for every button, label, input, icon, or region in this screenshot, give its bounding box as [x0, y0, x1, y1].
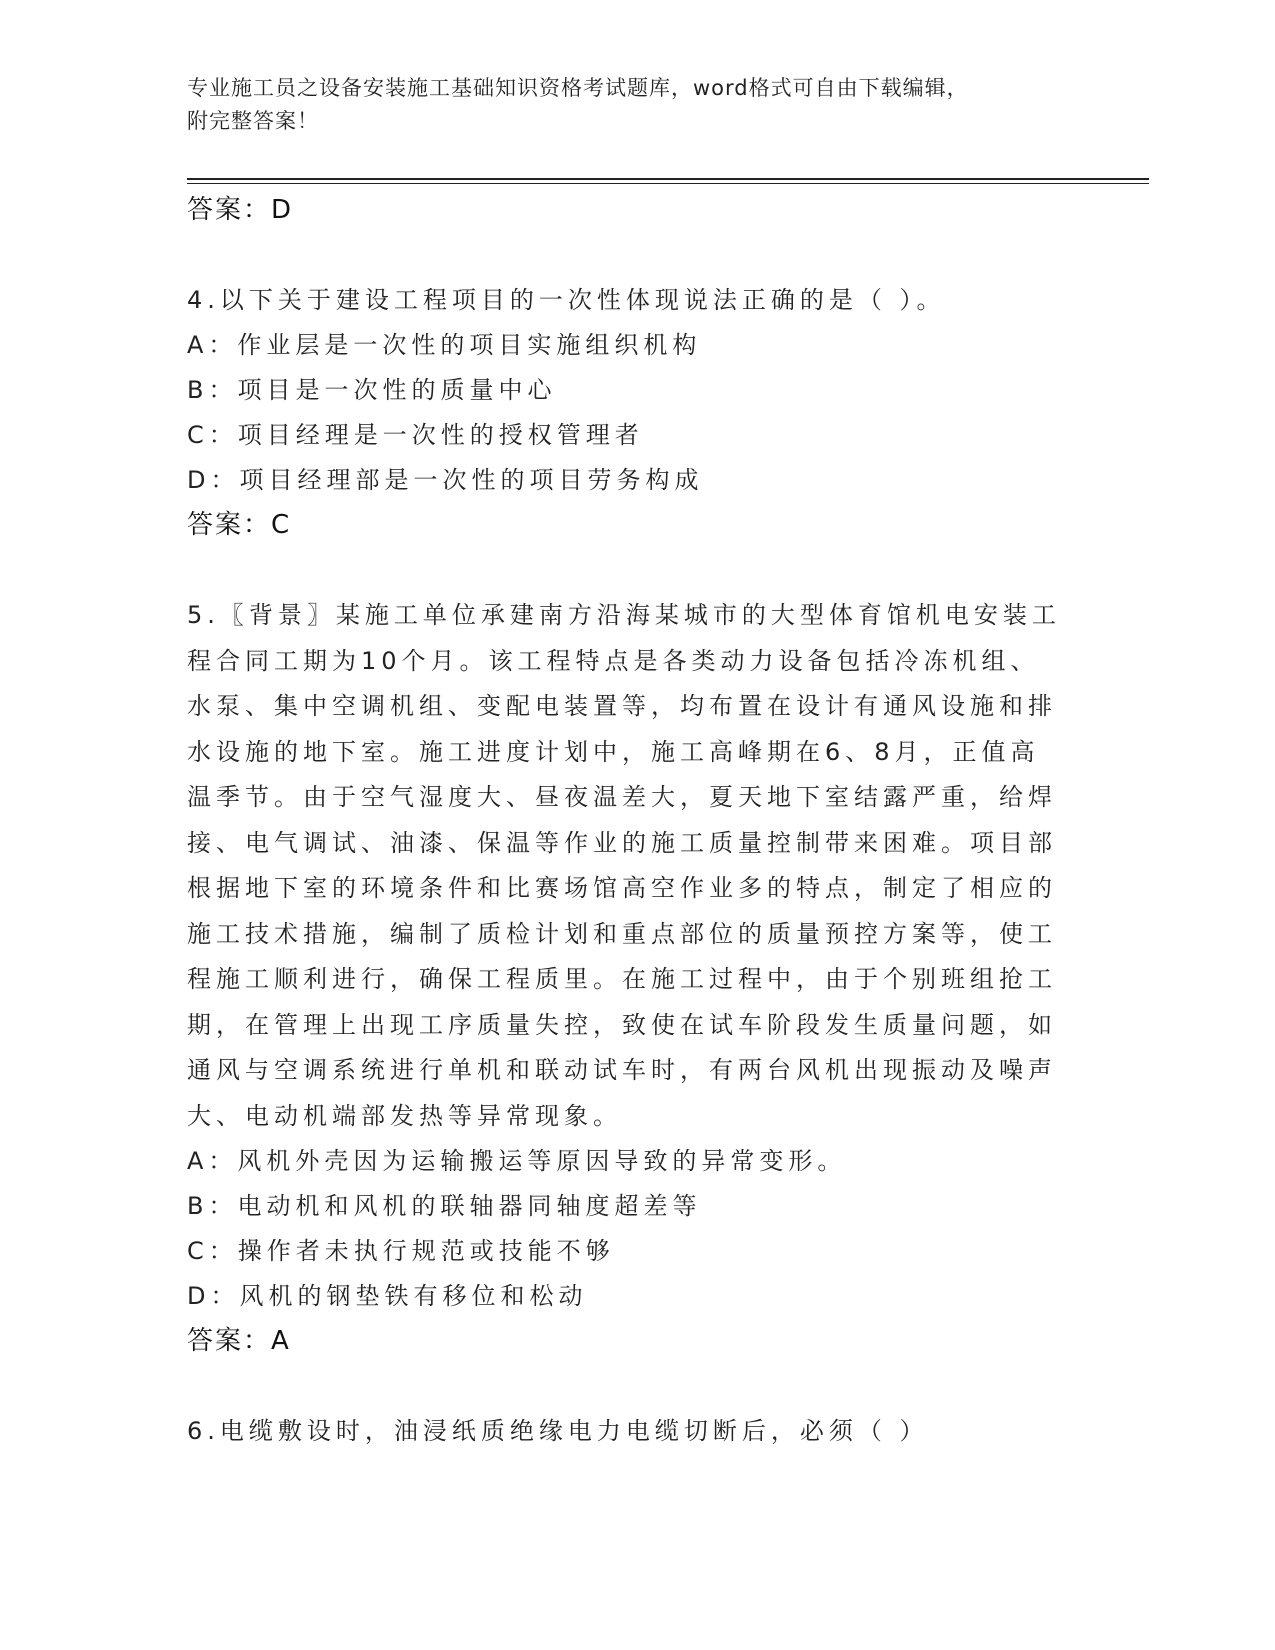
header-title-line-2: 附完整答案！	[187, 109, 319, 133]
option-a: A：风机外壳因为运输搬运等原因导致的异常变形。	[187, 1147, 847, 1175]
document-body	[187, 188, 1067, 1454]
answer-q5: 答案：A	[187, 1326, 291, 1356]
spacer	[187, 548, 1067, 593]
option-b: B：电动机和风机的联轴器同轴度超差等	[187, 1192, 702, 1220]
question-6	[187, 1409, 1067, 1454]
option-a: A：作业层是一次性的项目实施组织机构	[187, 331, 702, 359]
option-c: C：操作者未执行规范或技能不够	[187, 1237, 615, 1265]
question-stem: 4.以下关于建设工程项目的一次性体现说法正确的是（ ）。	[187, 286, 946, 314]
option-d: D：项目经理部是一次性的项目劳务构成	[187, 466, 704, 494]
header-divider-thick	[187, 178, 1149, 180]
question-5	[187, 593, 1067, 1364]
option-b: B：项目是一次性的质量中心	[187, 376, 557, 404]
option-c: C：项目经理是一次性的授权管理者	[187, 421, 644, 449]
question-stem: 5.〖背景〗某施工单位承建南方沿海某城市的大型体育馆机电安装工程合同工期为10个月。该工程特点是各类动力设备包括冷冻机组、水泵、集中空调机组、变配电装置等，均布置在设计有通风设施和排水设施的地下室。施工进度计划中，施工高峰期在6、8月，正值高温季节。由于空气湿度大、昼夜温差大，夏天地下室结露严重，给焊接、电气调试、油漆、保温等作业的施工质量控制带来困难。项目部根据地下室的环境条件和比赛场馆高空作业多的特点，制定了相应的施工技术措施，编制了质检计划和重点部位的质量预控方案等，使工程施工顺利进行，确保工程质里。在施工过程中，由于个别班组抢工期，在管理上出现工序质量失控，致使在试车阶段发生质量问题，如通风与空调系统进行单机和联动试车时，有两台风机出现振动及噪声大、电动机端部发热等异常现象。	[187, 601, 1061, 1130]
header-divider-thin	[187, 183, 1149, 184]
spacer	[187, 233, 1067, 278]
answer-q3: 答案：D	[187, 195, 294, 225]
spacer	[187, 1364, 1067, 1409]
answer-q4: 答案：C	[187, 510, 292, 540]
question-stem: 6.电缆敷设时，油浸纸质绝缘电力电缆切断后，必须（ ）	[187, 1417, 929, 1445]
document-header	[187, 72, 1047, 138]
header-title-line-1: 专业施工员之设备安装施工基础知识资格考试题库，word格式可自由下载编辑，	[187, 76, 969, 100]
question-4	[187, 278, 1067, 548]
option-d: D：风机的钢垫铁有移位和松动	[187, 1282, 588, 1310]
